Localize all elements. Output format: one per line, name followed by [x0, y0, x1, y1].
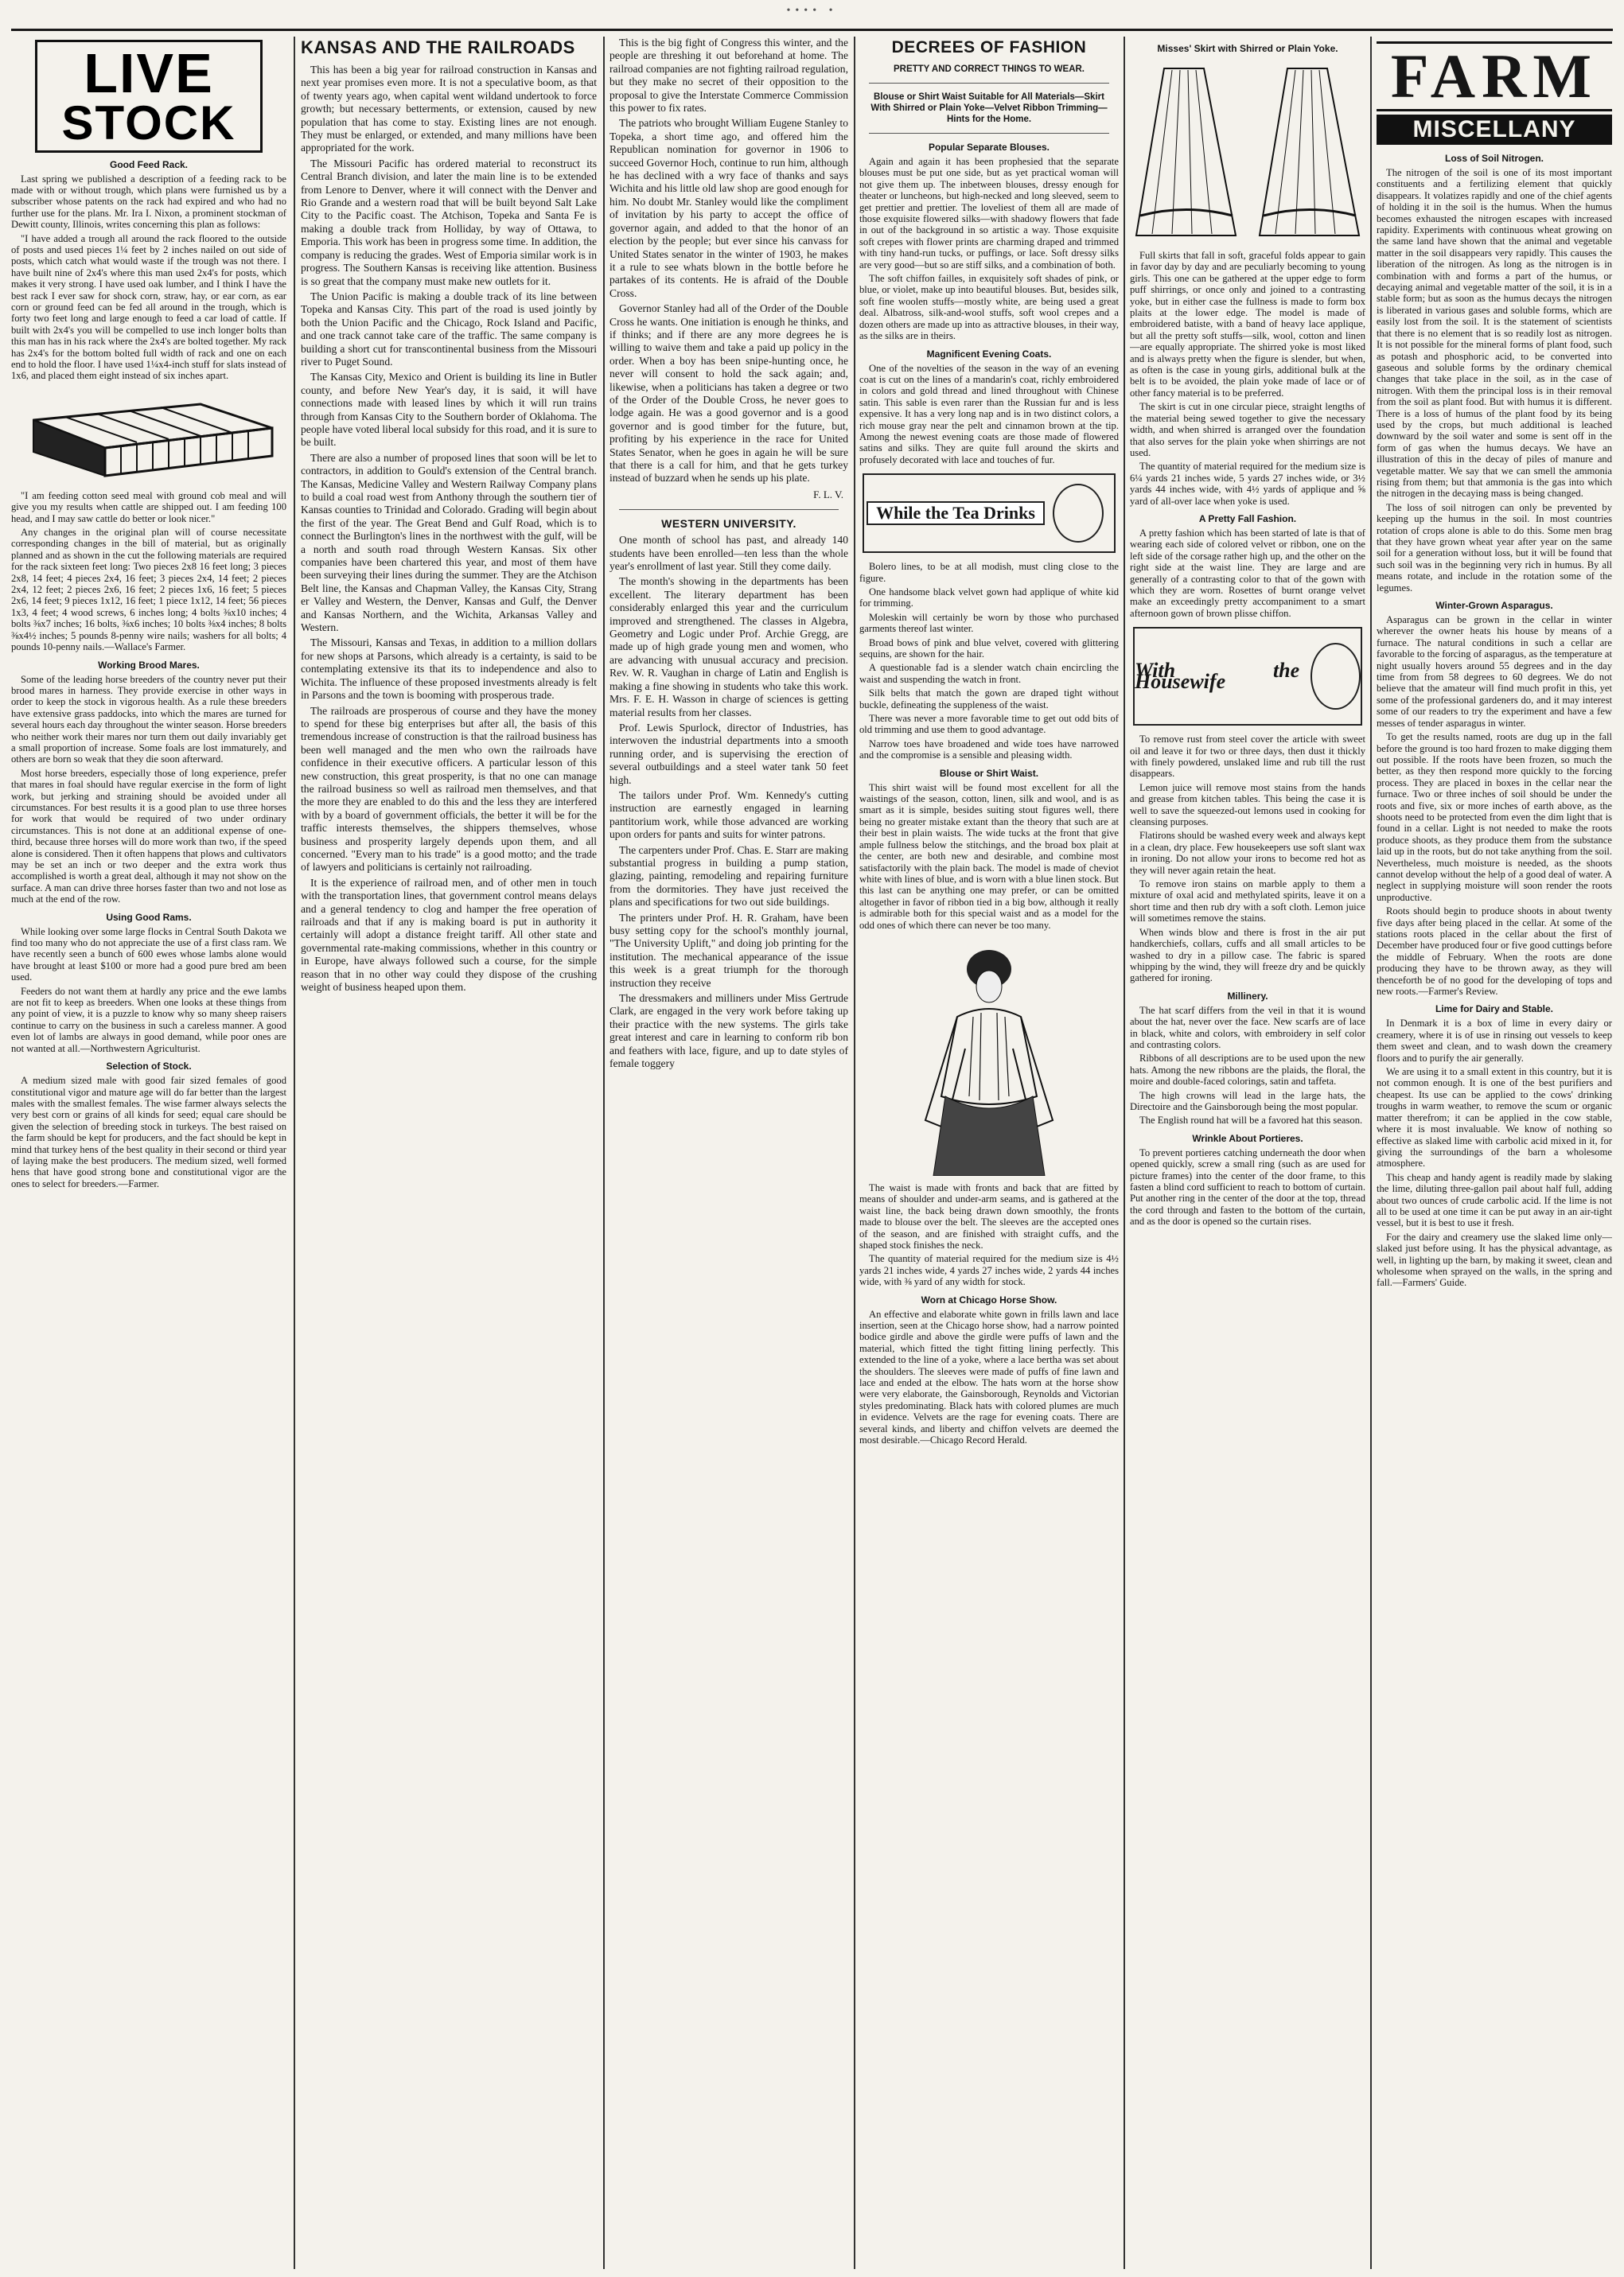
paragraph: While looking over some large flocks in Central South Dakota we find too many who do not appreciate the use of a first class ram. We have recently seen a bunch of 600 ewes whose lambs alone would have brought at least $100 or more had a good pure bred am been used. — [11, 925, 286, 983]
paragraph: Most horse breeders, especially those of long experience, prefer that mares in foal should have regular exercise in the form of light work, but jerking and straining should be avoided under all circumstances. For best results it is a good plan to use three horses for work that would be required of two under ordinary circumstances. This is not done at an additional expense of one-third, because three horses will do more work than two, if the speed alone is considered. Then it often happens that plows and cultivators may be set an inch or two deeper and the extra work thus accomplished is worth a great deal, although it may not show on the surface. A man can drive three horses faster than two and not lose as much at the end of the row. — [11, 767, 286, 905]
paragraph: A pretty fashion which has been started of late is that of wearing each side of colored velvet or ribbon, one on the left side of the corsage rather high up, and the other on the right side at the waist line. They are large and are generally of a contrasting color to that of the gown with which they are worn. Rosettes of burnt orange velvet make an exceedingly pretty accompaniment to a smart afternoon gown of brown plisse chiffon. — [1130, 527, 1365, 619]
paragraph: The English round hat will be a favored hat this season. — [1139, 1115, 1363, 1127]
paragraph: In Denmark it is a box of lime in every dairy or creamery, where it is of use in rinsing out vessels to keep them sweet and clean, and to wash down the creamery floors and to purify the air generally. — [1377, 1018, 1612, 1064]
feed-rack-illustration — [18, 388, 280, 484]
paragraph: Broad bows of pink and blue velvet, covered with glittering sequins, are shown for the hair. — [859, 636, 1119, 660]
farm-logo-line-1: FARM — [1377, 41, 1612, 111]
column-kansas-cont — [609, 37, 848, 2269]
kansas-title: KANSAS AND THE RAILROADS — [301, 37, 575, 57]
column-rule — [1124, 37, 1125, 2269]
column-live-stock — [11, 37, 286, 2269]
column-rule — [1370, 37, 1372, 2269]
paragraph: Full skirts that fall in soft, graceful folds appear to gain in favor day by day and are peculiarly becoming to young girls. This one can be gathered at the upper edge to form puff shirrings, or once only and joined to a contrasting yoke, but in either case the fullness is made to form box plaits at the lower edge. The model is made of embroidered batiste, with a band of heavy lace applique, but all the pretty soft stuffs—silk, wool, cotton and linen—are equally appropriate. The shirred yoke is most liked and is always pretty when the figure is slender, but when, as often is the case in young girls, additional bulk at the belt is to be avoided, the plain yoke made of lace or of other fancy material is to be preferred. — [1130, 250, 1365, 399]
top-rule — [11, 29, 1613, 31]
woman-portrait-icon — [1053, 484, 1104, 543]
selection-title: Selection of Stock. — [106, 1061, 192, 1072]
paragraph: There are also a number of proposed lines that soon will be let to contractors, in addition to Gould's extension of the Central branch. The Kansas, Medicine Valley and Western Railway Company plans to build a coal road west from Anthony through the southern tier of Kansas counties to Trinidad and Colorado. Grading will begin about the first of the year. The Great Bend and Gulf Road, which is to connect the Burlington's lines in the northwest with the gulf, will be a north and south road through Western Kansas. Six other companies have been chartered this year, and most of them have been surveying their lines during the summer. They are the Atchison Belt line, the Kansas and Chapman Valley, the Kansas City, Strang er Valley and Western, the Denver, Kansas and Gulf, the Denver and Kansas Northern, and the Wichita, Arkansas Valley and Western. — [301, 451, 597, 634]
paragraph: Prof. Lewis Spurlock, director of Industries, has interwoven the industrial departments into a smooth running order, and is supervising the erection of several outbuildings and a steel water tank 50 feet high. — [609, 721, 848, 786]
paragraph: There was never a more favorable time to get out odd bits of old trimming and use them to good advantage. — [859, 713, 1119, 736]
housewife-banner — [1133, 627, 1362, 726]
paragraph: An effective and elaborate white gown in frills lawn and lace insertion, seen at the Chicago horse show, had a narrow pointed bodice girdle and above the girdle were puffs of lawn and the material, which fitted the tight fitting lining perfectly. This extended to the line of a yoke, where a lace bertha was set about the shoulders. The sleeves were made of puffs of fine lawn and lace and ended at the elbow. The hats worn at the horse show were very elaborate, the Gainsborough, Reynolds and Victorian styles predominating. Black hats with colored plumes are much in evidence. Velvets are the rage for evening coats. There are several kinds, and liberty and chiffon velvets are deemed the most desirable.—Chicago Record Herald. — [859, 1308, 1119, 1446]
paragraph: A medium sized male with good fair sized females of good constitutional vigor and mature age will do far better than the largest males with the smallest females. The wise farmer always selects the very best corn or grains of all kinds for seed; equal care should be given the selection of breeding stock in turkeys. The best raised on the farm should be kept for producers, and the fact should be kept in mind that turkey hens of the best quality in their second or third year of laying make the best producers. The medium sized, well formed hens that have good strong bone and constitutional vigor are the ones to select for breeders.—Farmer. — [11, 1075, 286, 1189]
paragraph: The quantity of material required for the medium size is 4½ yards 21 inches wide, 4 yards 27 inches wide, 2 yards 44 inches wide, with ⅜ yard of any width for stock. — [859, 1253, 1119, 1288]
paragraph: Narrow toes have broadened and wide toes have narrowed and the compromise is a sensible and pleasing width. — [859, 738, 1119, 761]
paragraph: One of the novelties of the season in the way of an evening coat is cut on the lines of a mandarin's coat, richly embroidered in colors and gold thread and lined throughout with Chinese satin. This sable is even rarer than the Russian fur and is less expensive. It has a very long nap and is in two distinct colors, a rich mouse gray near the pelt and cinnamon brown at the tip. Among the newest evening coats are those made of flowered satins and silks. They are quite full around the skirts and profusely decorated with lace and touches of fur. — [859, 362, 1119, 465]
paragraph: This cheap and handy agent is readily made by slaking the lime, diluting three-gallon pail about half full, adding about two ounces of crude carbolic acid. If the lime is not all to be used at one time it can be put away in an air-tight vessel, but it is best to use it fresh. — [1377, 1171, 1612, 1229]
paragraph: The month's showing in the departments has been excellent. The literary department has been considerably enlarged this year and the curriculum improved and strengthened. The classes in Algebra, Geometry and Logic under Prof. Archie Gregg, are made up of high grade young men and women, who are advancing with unusual accuracy and precision. Rev. W. R. Vaughan in charge of Latin and English is making a fine showing in students who take this work. Mrs. F. E. H. Wasson in charge of sciences is getting material results from her classes. — [609, 575, 848, 718]
column-farm — [1377, 37, 1612, 2269]
column-rule — [294, 37, 295, 2269]
separator — [619, 509, 839, 510]
kansas-signature: F. L. V. — [813, 488, 843, 500]
millinery-title: Millinery. — [1227, 990, 1268, 1002]
nitrogen-title: Loss of Soil Nitrogen. — [1444, 153, 1544, 164]
logo-line-2: STOCK — [61, 95, 236, 150]
column-kansas — [301, 37, 597, 2269]
paragraph: The soft chiffon failles, in exquisitely soft shades of pink, or blue, or violet, make up into beautiful blouses. But, besides silk, soft fine woolen stuffs—mostly white, are being used a great deal. Albatross, silk-and-wool stuffs, soft wool crepes and a dozen others are made up into as attractive blouses, in their way, as the silks are in theirs. — [859, 273, 1119, 342]
paragraph: The quantity of material required for the medium size is 6¼ yards 21 inches wide, 5 yards 27 inches wide, or 3½ yards 44 inches wide, with 4½ yards of applique and ⅝ yard of all-over lace when yoke is used. — [1130, 461, 1365, 507]
paragraph: Bolero lines, to be at all modish, must cling close to the figure. — [859, 561, 1119, 584]
paragraph: To remove rust from steel cover the article with sweet oil and leave it for two or three days, then dust it thickly with finely powdered, unslaked lime and rub till the rust disappears. — [1130, 734, 1365, 780]
paragraph: The waist is made with fronts and back that are fitted by means of shoulder and under-arm seams, and is gathered at the waist line, the back being drawn down smoothly, the fronts made to blouse over the belt. The sleeves are the accepted ones of the season, and are finished with straight cuffs, and the shaped stock finishes the neck. — [859, 1181, 1119, 1251]
fashion-title: DECREES OF FASHION — [891, 38, 1087, 56]
paragraph: Lemon juice will remove most stains from the hands and grease from kitchen tables. This being the case it is well to save the squeezed-out lemons used in cooking for cleansing purposes. — [1130, 781, 1365, 828]
housewife-banner-text: With the Housewife — [1135, 658, 1300, 694]
paragraph: The hat scarf differs from the veil in that it is wound about the hat, never over the face. New scarfs are of lace in black, white and colors, with embroidery in self color and contrasting colors. — [1130, 1004, 1365, 1050]
live-stock-logo — [35, 40, 263, 153]
pretty-fall-title: A Pretty Fall Fashion. — [1198, 512, 1297, 524]
masthead-mark: •••• • — [786, 5, 838, 17]
skirt-illustration — [1132, 60, 1363, 243]
paragraph: It is the experience of railroad men, and of other men in touch with the transportation lines, that government control means delays and a general tendency to clog and hamper the free operation of railroads and that if any is making board is put in authority it certainly will adopt a distance freight tariff. All other state and governmental rate-making commissions, whether in this country or in Europe, have always followed such a course, for the simple reason that in no other way could they dispose of the crushing weight of business heaped upon them. — [301, 876, 597, 994]
paragraph: Flatirons should be washed every week and always kept in a clean, dry place. Few housekeepers use soft slant wax in ironing. Do not allow your irons to become red hot as they will never again retain the heat. — [1130, 830, 1365, 876]
paragraph: The Missouri, Kansas and Texas, in addition to a million dollars for new shops at Parsons, which already is a certainty, is said to be contemplating extensive its that its to independence and also to Wichita. The influence of these proposed investments already is felt in Parsons and the town is booming with prosperous trade. — [301, 636, 597, 702]
popular-blouses-title: Popular Separate Blouses. — [928, 142, 1050, 153]
paragraph: Roots should begin to produce shoots in about twenty five days after being placed in the cellar. At some of the stations roots placed in the cellar about the first of December have produced four or five good cuttings before the middle of February. When the roots are done producing they have to be thrown away, as they will thenceforth be of no good for the developing of tops and new roots.—Farmer's Review. — [1377, 905, 1612, 998]
paragraph: This is the big fight of Congress this winter, and the people are threshing it out beforehand at home. The railroad companies are not fighting railroad regulation, but they make no secret of their opposition to the proposal to give the Interstate Commerce Commission this power to fix rates. — [609, 37, 848, 115]
woman-portrait-icon — [1310, 643, 1361, 710]
tea-banner — [863, 473, 1116, 553]
paragraph: "I have added a trough all around the rack floored to the outside of posts and used pieces 1¼ feet by 2 inches nailed on out side of posts, which catch what would waste if the trough was not there. I have built nine of 2x4's where this man used 2x4's for posts, which makes it very strong. I have used oak lumber, and I think I have the best rack I ever saw for shock corn, straw, hay, or ear corn, as ear corn or ground feed can be fed all around in the trough, which is forty two feet long and large enough to feed a car load of cattle. If built with 2x4's you will be compelled to use inch longer bolts than this man has in his rack where the 2x4's are bolted together. My rack has 2x4's for the bottom bolted full width of rack and one on each end to hold the floor. I have used 1¼x4-inch stuff for slats instead of 1x6, and placed them eight instead of six inches apart. — [11, 232, 286, 382]
farm-logo — [1377, 41, 1612, 145]
paragraph: To prevent portieres catching underneath the door when opened quickly, screw a small ring (such as are used for picture frames) into the center of the door frame, to this fasten a blind cord sufficient to reach to bottom of curtain. Put another ring in the center of the door at the top, thread the cord through and fasten to the bottom of the curtain, and as the door is opened so the curtain rises. — [1130, 1146, 1365, 1228]
lime-title: Lime for Dairy and Stable. — [1435, 1003, 1554, 1015]
paragraph: For the dairy and creamery use the slaked lime only—slaked just before using. It has the physical advantage, as well, in lighting up the barn, by making it sweet, clean and wholesome when sprayed on the walls, in the spring and fall.—Farmers' Guide. — [1377, 1231, 1612, 1289]
paragraph: The Missouri Pacific has ordered material to reconstruct its Central Branch division, and later the main line is to be extended from Lenore to Denver, where it will connect with the Denver and Rio Grande and a western road that will be built beyond Salt Lake City to the Pacific coast. The Atchison, Topeka and Santa Fe is making a double track from Holliday, by way of Ottawa, to Emporia. This work has been in progress some time. In addition, the company is reducing the grades. West of Emporia similar work is in progress. The Southern Kansas is receiving like attention. Business is so great that the company must make new outlets for it. — [301, 157, 597, 287]
paragraph: Silk belts that match the gown are draped tight without buckle, defineating the suppleness of the waist. — [859, 687, 1119, 710]
paragraph: To get the results named, roots are dug up in the fall before the ground is too hard frozen to make digging them out possible. If the roots have been frozen, so much the better, as they then respond more quickly to the forcing process. They are placed in boxes in the cellar near the furnace. Two or three inches of soil should be under the roots and five, six or more inches of earth above, as the shoots need to be protected from even the dim light that is found in a cellar. Light is not needed to make the roots produce shoots, as they produce them from the substance laid up in the roots, but do not take anything from the soil. Nevertheless, much moisture is needed, as the shoots cannot develop without the help of a good deal of water. A neglect in supplying moisture will soon render the roots unproductive. — [1377, 731, 1612, 903]
paragraph: The skirt is cut in one circular piece, straight lengths of the material being sewed together to give the necessary width, and when shirred is arranged over the foundation that also serves for the plain yoke when shirrings are not used. — [1130, 401, 1365, 458]
good-rams-title: Using Good Rams. — [106, 911, 192, 923]
evening-coats-title: Magnificent Evening Coats. — [926, 348, 1052, 360]
paragraph: Governor Stanley had all of the Order of the Double Cross he wants. One initiation is enough he thinks, and if thinks; and if there are any more degrees he is willing to waive them and take a paid up policy in the order. When a boy has been snipe-hunting once, he never will consent to hold the sack again; and, likewise, when a politicians has taken a degree or two of the Order of the Double Cross, he never goes to lodge again. He was a good governor and is a good governor and is good timber for the future, but, profiting by his experience in the race for United States Senator, when he goes in again he will be sure that there is a call for him, and that he gets turkey instead of buzzard when he sends up his plate. — [609, 302, 848, 485]
paragraph: Asparagus can be grown in the cellar in winter wherever the owner heats his house by means of a furnace. The natural conditions in such a cellar are favorable to the forcing of asparagus, as the temperature at night usually hovers around 55 degrees and in the day time from from 58 degrees to 60 degrees. We do not believe that the amateur will find much profit in this, yet some of the professional gardeners do, and it may interest some of our readers to try the experiment and have a few messes of tender asparagus in winter. — [1377, 614, 1612, 729]
brood-mares-title: Working Brood Mares. — [98, 659, 200, 671]
paragraph: One month of school has past, and already 140 students have been enrolled—ten less than the whole year's enrollment of last year. Still they come daily. — [609, 534, 848, 573]
logo-line-1: LIVE — [84, 42, 214, 104]
paragraph: Last spring we published a description of a feeding rack to be made with or without trough, which plans were furnished us by a subscriber whose patents on the rack had expired and who had no further use for the plans. Mr. Ira I. Nixon, a prominent stockman of Dewitt county, Illinois, writes concerning this plan as follows: — [11, 173, 286, 231]
paragraph: The carpenters under Prof. Chas. E. Starr are making substantial progress in building a pump station, glazing, painting, remodeling and repairing furniture from the dormitories. They have just received the plans and specifications for two out side buildings. — [609, 843, 848, 909]
tea-banner-text: While the Tea Drinks — [867, 501, 1045, 525]
paragraph: The high crowns will lead in the large hats, the Directoire and the Gainsborough being the most popular. — [1130, 1089, 1365, 1112]
separator — [869, 83, 1109, 84]
column-fashion — [859, 37, 1119, 2269]
portieres-title: Wrinkle About Portieres. — [1192, 1132, 1303, 1144]
fashion-deck: Blouse or Shirt Waist Suitable for All Materials—Skirt With Shirred or Plain Yoke—Velvet Ribbon Trimming—Hints for the Home. — [870, 92, 1108, 124]
paragraph: The Union Pacific is making a double track of its line between Topeka and Kansas City. This part of the road is used jointly by both the Union Pacific and the Chicago, Rock Island and Pacific, and one track cannot take care of the traffic. The same company is building a short cut for transcontinental business from the Missouri river to Puget Sound. — [301, 290, 597, 368]
paragraph: Again and again it has been prophesied that the separate blouses must be put one side, but as yet practical woman will not give them up. The inbetween blouses, dressy enough for theater or luncheons, but high-necked and long sleeved, seem to get prettier and prettier. The loveliest of them all are made of those exquisite flowered silks—with shadowy flowers that fade in out of the background in so artistic a way. Those exquisite soft crepes with flower prints are charming draped and trimmed with tiny hand-run tucks, or puffings, or lace. Soft dressy silks are very good—but so are stiff silks, and a combination of both. — [859, 156, 1119, 271]
separator — [869, 133, 1109, 134]
shirt-waist-title: Blouse or Shirt Waist. — [939, 767, 1039, 779]
paragraph: The railroads are prosperous of course and they have the money to spend for these big enterprises but after all, the basis of this tremendous increase of construction is that the railroad business has been well managed and the men who own the railroads have confidence in their executive officers. A particular lesson of this new construction, this great prosperity, is that no one can manage the railroad business so well as railroad men themselves, and that the more they are enabled to do this and the less they are interfered with by a board of government officials, the better it will be for the traffic interests themselves, the shippers themselves, whose business and prosperity largely depends upon them, and all concerned. "Every man to his trade" is a good motto; and the trade of lawyers and politicians is certainly not railroading. — [301, 704, 597, 874]
paragraph: We are using it to a small extent in this country, but it is not common enough. It is one of the best purifiers and cheapest. Its use can be applied to the cows' drinking troughs in warm weather, to remove the scum or organic matter therefrom; it can be applied in the cow stable, where it is most invaluable. We know of nothing so effective as slaked lime with carbolic acid mixed in it, for giving the surroundings of the barn a wholesome atmosphere. — [1377, 1066, 1612, 1170]
column-rule — [603, 37, 605, 2269]
western-university-title: WESTERN UNIVERSITY. — [661, 517, 796, 531]
paragraph: When winds blow and there is frost in the air put handkerchiefs, collars, cuffs and all small articles to be washed to dry in a pillow case. The fabric is spared whipping by the wind, they will freeze dry and be quickly gathered for ironing. — [1130, 926, 1365, 984]
paragraph: The nitrogen of the soil is one of its most important constituents and a fertilizing element that quickly disappears. It volatizes rapidly and one of the chief agents of holding it in the soil is the humus. When the humus becomes exhausted the nitrogen escapes with increased rapidity. Experiments with continuous wheat growing on the same land have shown that the animal and vegetable matter in the soil disappears very rapidly. This causes the liberation of the nitrogen. As long as the nitrogen is in combination with and forms a part of the humus, or decaying animal and vegetable matter of the soil, it is in a stable form; but as soon as the humus decays the nitrogen is liberated in various gases and soluble forms, which are easily lost from the soil. It is the statement of scientists that there is no element that is so readily lost as nitrogen. It is not possible for the mineral forms of plant food, such as potash and phosphoric acid, to be converted into gaseous and soluble forms by the ordinary chemical changes that take place in the soil, as in the case of nitrogen. With them the principal loss is in their removal from the soil as plant food. But with humus it is different. There is a loss of humus of the plant food by its being used by the crops, but much additional is leached downward by the soil water and some is sent off in the form of gas when the humus decays. We have an illustration of this in the decay of piles of manure and vegetable matter. We say that we can smell the ammonia rising from them; but that ammonia is the gas into which the nitrogen in the decaying mass is being changed. — [1377, 167, 1612, 500]
paragraph: The patriots who brought William Eugene Stanley to Topeka, a short time ago, and offered him the Republican nomination for governor in 1906 to succeed Governor Hoch, continue to run him, although he has declined with a wry face of thanks and says Wichita and his little old law shop are good enough for him. No doubt Mr. Stanley would like the compliment of invitation by his party to accept the office of governor again, and added to that the honor of an election by the people; but ever since his canvass for United States senator in the winter of 1903, he makes it a rule to see whats blown in the bottle before he partakes of its contents. He is afraid of the Double Cross. — [609, 117, 848, 299]
shirt-waist-illustration — [909, 937, 1069, 1176]
farm-logo-line-2: MISCELLANY — [1377, 115, 1612, 145]
paragraph: The tailors under Prof. Wm. Kennedy's cutting instruction are earnestly engaged in learning pantitorium work, while those advanced are working upon orders for pants and suits for winter patrons. — [609, 788, 848, 841]
paragraph: Some of the leading horse breeders of the country never put their brood mares in harness. They provide exercise in other ways in order to keep the stock in vigorous health. As a rule these breeders have extensive grass paddocks, into which the mares are turned for several hours each day throughout the winter season. Horse breeders who neither work their mares nor turn them out daily invariably get a small proportion of increase. Some foals are lost immaturely, and others are born so weak that they die soon afterward. — [11, 673, 286, 765]
paragraph: The loss of soil nitrogen can only be prevented by keeping up the humus in the soil. In most countries rotation of crops alone is able to do this. Some men brag that they have grown wheat year after year on the same soil for a generation without loss, but it will be found that such soil was in the beginning very rich in humus. By all means rotate, and include in the rotation some of the legumes. — [1377, 501, 1612, 594]
asparagus-title: Winter-Grown Asparagus. — [1435, 600, 1553, 612]
paragraph: The Kansas City, Mexico and Orient is building its line in Butler county, and before New Year's day, it is said, it will have connections made with leased lines by which it will run trains through from Kansas City to the Southern border of Oklahoma. The people have voted liberal local subsidy for this road, and it is sure to be built. — [301, 371, 597, 449]
misses-skirt-title: Misses' Skirt with Shirred or Plain Yoke. — [1157, 43, 1338, 54]
paragraph: Feeders do not want them at hardly any price and the ewe lambs are not fit to keep as breeders. When one looks at these things from any point of view, it is a puzzle to know why so many sheep raisers continue to carry on the business in such a careless manner. A good even lot of lambs are always in good demand, while poor ones are not wanted at all.—Northwestern Agriculturist. — [11, 985, 286, 1054]
fashion-subtitle: PRETTY AND CORRECT THINGS TO WEAR. — [893, 64, 1085, 74]
paragraph: This shirt waist will be found most excellent for all the waistings of the season, cotton, linen, silk and wool, and is as smart as it is simple, besides suiting stout figures well, there being no greater mistake extant than the theory that such are at their best in plain waists. The wide tucks at the front that give ample fullness below the stitchings, and the broad box plait at the center, are both new and desirable, and combine most satisfactorily with the plain back. The model is made of cheviot white with lines of blue, and is worn with a blue linen stock. But this last can be anything one may prefer, or can be omitted altogether in favor of ribbon tied in a big bow, although it really is admirable both for this special waist and as a model for the odd ones of which there can never be too many. — [859, 781, 1119, 931]
paragraph: To remove iron stains on marble apply to them a mixture of oxal acid and methylated spirits, leave it on a short time and then rub dry with a soft cloth. Lemon juice will sometimes remove the stains. — [1130, 878, 1365, 924]
paragraph: This has been a big year for railroad construction in Kansas and next year promises even more. It is not a speculative boom, as that of twenty years ago, when capital went wildand undertook to force growth; but necessary betterments, or extension, caused by new population that has come to stay. Existing lines are not enough. They must be enlarged, or extended, and many millions have been appropriated for the work. — [301, 64, 597, 154]
column-rule — [854, 37, 855, 2269]
paragraph: Any changes in the original plan will of course necessitate corresponding changes in the bill of material, but as originally planned and as shown in the cut the following materials are required for the rack sixteen feet long: Two pieces 2x8 16 feet long; 3 pieces 2x8, 14 feet; 4 pieces 2x4, 16 feet; 3 pieces 2x4, 14 feet; 2 pieces 2x4, 12 feet; 2 pieces 2x6, 16 feet; 2 pieces 1x6, 16 feet; 5 pieces 2x6, 14 feet; 9 pieces 1x12, 16 feet; 1 piece 1x12, 14 feet; 56 pieces 1x3, 4 feet; 4 wood screws, 6 inches long; 4 bolts ⅜x10 inches; 4 bolts ⅜x7 inches; 16 bolts, ⅜x6 inches; 10 bolts ⅜x4 inches; 8 bolts ⅜x4½ inches; 5 pounds 8-penny wire nails; washers for all bolts; 4 pounds 10-penny nails.—Wallace's Farmer. — [11, 527, 286, 653]
paragraph: One handsome black velvet gown had applique of white kid for trimming. — [859, 586, 1119, 609]
paragraph: Ribbons of all descriptions are to be used upon the new hats. Among the new ribbons are the plaids, the floral, the moire and double-faced colorings, satin and taffeta. — [1130, 1053, 1365, 1088]
horse-show-title: Worn at Chicago Horse Show. — [921, 1294, 1057, 1306]
column-fashion-cont — [1130, 37, 1365, 2269]
paragraph: The printers under Prof. H. R. Graham, have been busy setting copy for the school's monthly journal, "The University Uplift," and doing job printing for the institution. The mechanical appearance of the issue this week is a great triumph for the thorough instruction they receive — [609, 911, 848, 989]
paragraph: The dressmakers and milliners under Miss Gertrude Clark, are engaged in the very work before taking up their practice with the new systems. The girls take great interest and care in learning to conform rib bon and feathers with lace, figure, and up to date styles of female toggery — [609, 992, 848, 1070]
paragraph: Moleskin will certainly be worn by those who purchased garments thereof last winter. — [859, 611, 1119, 635]
paragraph: A questionable fad is a slender watch chain encircling the waist and suspending the watch in front. — [859, 662, 1119, 685]
feed-rack-title: Good Feed Rack. — [109, 158, 189, 170]
paragraph: "I am feeding cotton seed meal with ground cob meal and will give you my results when cattle are shipped out. I am feeding 100 head, and I may saw cattle do better or look nicer." — [11, 489, 286, 524]
